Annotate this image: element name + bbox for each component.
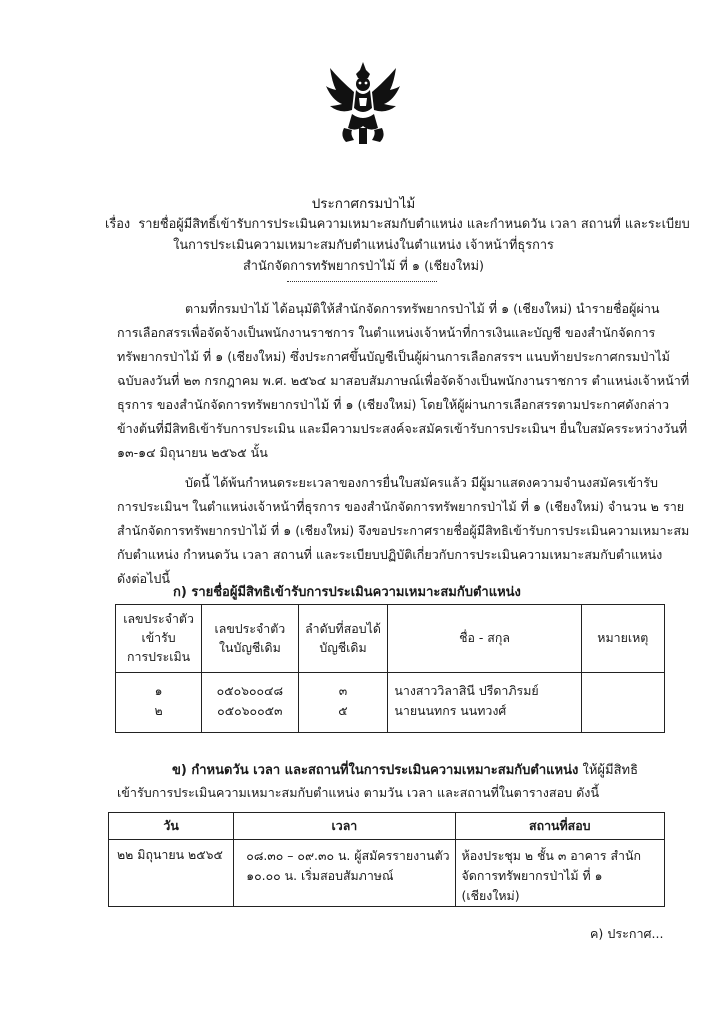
subject-text-1: รายชื่อผู้มีสิทธิ์เข้ารับการประเมินความเหมาะสมกับตำแหน่ง และกำหนดวัน เวลา สถานที่ และระเบียบ xyxy=(138,217,690,232)
continued-marker: ค) ประกาศ... xyxy=(590,926,664,941)
subject-label: เรื่อง xyxy=(105,217,131,232)
announcement-title: ประกาศกรมป่าไม้ xyxy=(311,196,416,212)
col-header-applicant-no: เลขประจำตัว เข้ารับ การประเมิน xyxy=(116,605,202,673)
garuda-emblem xyxy=(326,62,400,146)
subject-line-1 xyxy=(105,213,690,234)
subject-line-3: สำนักจัดการทรัพยากรป่าไม้ ที่ ๑ (เชียงใหม่) xyxy=(242,259,484,274)
para2-line: สำนักจัดการทรัพยากรป่าไม้ ที่ ๑ (เชียงใหม่) จึงขอประกาศรายชื่อผู้มีสิทธิเข้ารับการประเมินความเหมาะสม xyxy=(117,523,690,538)
col-header-place: สถานที่สอบ xyxy=(455,813,664,840)
cell-time-line: ๐๘.๓๐ – ๐๙.๓๐ น. ผู้สมัครรายงานตัว xyxy=(246,848,450,863)
col-header-name: ชื่อ - สกุล xyxy=(388,605,581,673)
section-b-line-2: เข้ารับการประเมินความเหมาะสมกับตำแหน่ง ตามวัน เวลา และสถานที่ในตารางสอบ ดังนี้ xyxy=(117,785,600,800)
cell-applicant-no: ๒ xyxy=(154,703,163,718)
cell-full-name: นายนนทกร นนทวงศ์ xyxy=(394,703,507,718)
cell-full-name: นางสาววิลาสินี ปรีดาภิรมย์ xyxy=(394,683,539,698)
schedule-table xyxy=(108,812,665,907)
para2-line: ดังต่อไปนี้ xyxy=(117,571,171,586)
cell-date: ๒๒ มิถุนายน ๒๕๖๕ xyxy=(109,840,234,907)
cell-rank: ๓ xyxy=(338,683,348,698)
col-header-old-id: เลขประจำตัว ในบัญชีเดิม xyxy=(202,605,298,673)
cell-old-id: ๐๕๐๖๐๐๔๘ xyxy=(216,683,284,698)
schedule-row xyxy=(109,840,665,907)
para2-line: กับตำแหน่ง กำหนดวัน เวลา สถานที่ และระเบียบปฏิบัติเกี่ยวกับการประเมินความเหมาะสมกับตำแหน่ง xyxy=(117,547,663,562)
cell-place-line: จัดการทรัพยากรป่าไม้ ที่ ๑ (เชียงใหม่) xyxy=(461,868,603,903)
table-row xyxy=(116,673,665,733)
para2-line: การประเมินฯ ในตำแหน่งเจ้าหน้าที่ธุรการ ของสำนักจัดการทรัพยากรป่าไม้ ที่ ๑ (เชียงใหม่) จำนวน ๒ ราย xyxy=(117,499,685,514)
para1-line: ทรัพยากรป่าไม้ ที่ ๑ (เชียงใหม่) ซึ่งประกาศขึ้นบัญชีเป็นผู้ผ่านการเลือกสรรฯ แนบท้ายประกาศกรมป่าไม้ xyxy=(117,349,670,364)
para1-line: ฉบับลงวันที่ ๒๓ กรกฎาคม พ.ศ. ๒๕๖๔ มาสอบสัมภาษณ์เพื่อจัดจ้างเป็นพนักงานราชการ ตำแหน่งเจ้าหน้าที่ xyxy=(117,373,690,388)
cell-place-line: ห้องประชุม ๒ ชั้น ๓ อาคาร สำนัก xyxy=(461,848,641,863)
table-header-row xyxy=(116,605,665,673)
para2-line: บัดนี้ ได้พ้นกำหนดระยะเวลาของการยื่นใบสมัครแล้ว มีผู้มาแสดงความจำนงสมัครเข้ารับ xyxy=(185,475,659,490)
cell-time-line: ๑๐.๐๐ น. เริ่มสอบสัมภาษณ์ xyxy=(246,868,394,883)
section-a-heading: ก) รายชื่อผู้มีสิทธิเข้ารับการประเมินความเหมาะสมกับตำแหน่ง xyxy=(173,585,521,600)
para1-line: ข้างต้นที่มีสิทธิเข้ารับการประเมิน และมีความประสงค์จะสมัครเข้ารับการประเมินฯ ยื่นใบสมัครระหว่างวันที่ xyxy=(117,421,688,436)
para1-line: ตามที่กรมป่าไม้ ได้อนุมัติให้สำนักจัดการทรัพยากรป่าไม้ ที่ ๑ (เชียงใหม่) นำรายชื่อผู้ผ่าน xyxy=(185,301,660,316)
cell-old-id: ๐๕๐๖๐๐๕๓ xyxy=(217,703,283,718)
schedule-header-row xyxy=(109,813,665,840)
para1-line: การเลือกสรรเพื่อจัดจ้างเป็นพนักงานราชการ ในตำแหน่งเจ้าหน้าที่การเงินและบัญชี ของสำนักจัดการ xyxy=(117,325,656,340)
col-header-note: หมายเหตุ xyxy=(581,605,664,673)
col-header-date: วัน xyxy=(109,813,234,840)
candidates-table xyxy=(115,604,665,733)
subject-line-2: ในการประเมินความเหมาะสมกับตำแหน่งในตำแหน่ง เจ้าหน้าที่ธุรการ xyxy=(173,238,554,253)
cell-applicant-no: ๑ xyxy=(154,683,163,698)
cell-rank: ๕ xyxy=(338,703,348,718)
para1-line: ธุรการ ของสำนักจัดการทรัพยากรป่าไม้ ที่ ๑ (เชียงใหม่) โดยให้ผู้ผ่านการเลือกสรรตามประกาศดังกล่าว xyxy=(117,397,670,412)
col-header-rank: ลำดับที่สอบได้ บัญชีเดิม xyxy=(298,605,388,673)
para1-line: ๑๓-๑๔ มิถุนายน ๒๕๖๕ นั้น xyxy=(117,445,268,460)
section-b-heading: ข) กำหนดวัน เวลา และสถานที่ในการประเมินความเหมาะสมกับตำแหน่ง ให้ผู้มีสิทธิ xyxy=(172,763,639,778)
col-header-time: เวลา xyxy=(234,813,455,840)
separator-dots xyxy=(287,281,437,282)
